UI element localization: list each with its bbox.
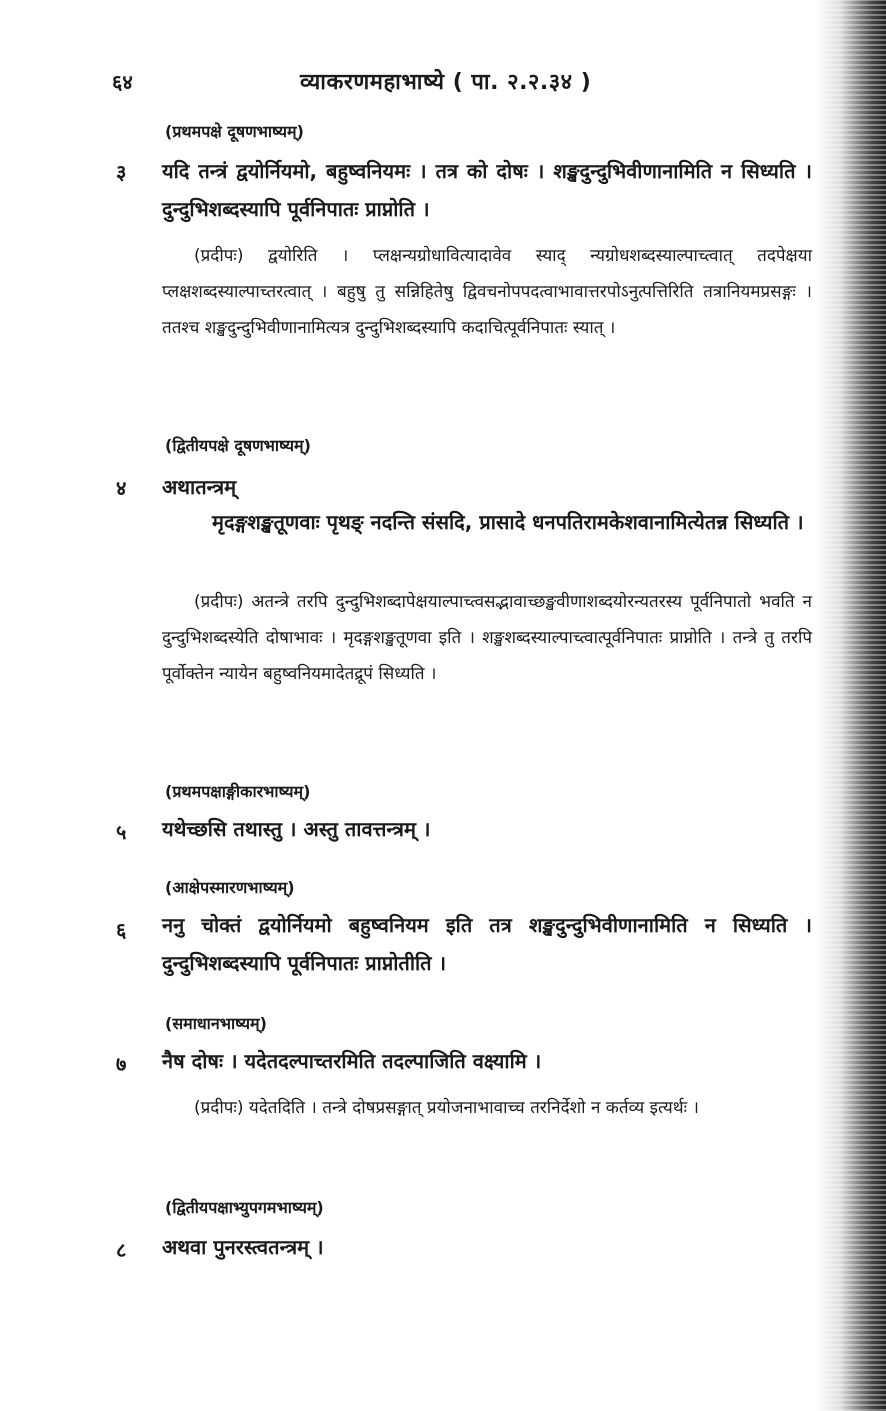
section-number: ८ <box>116 1238 127 1262</box>
bhashya-text: यदि तन्त्रं द्वयोर्नियमो, बहुष्वनियमः । तत्र को दोषः । शङ्खदुन्दुभिवीणानामिति न सिध्यति । दुन्दुभिशब्दस्यापि पूर्वनिपातः प्राप्नोति । <box>162 159 812 221</box>
pradipa-commentary: (प्रदीपः) द्वयोरिति । प्लक्षन्यग्रोधावित्यादावेव स्याद् न्यग्रोधशब्दस्याल्पाच्त्वात् तदपेक्षया प्लक्षशब्दस्याल्पाच्तरत्वात् । बहुषु तु सन्निहितेषु द्विवचनोपपदत्वाभावात्तरपोऽनुत्पत्तिरिति तत्रानियमप्रसङ्गः । ततश्च शङ्खदुन्दुभिवीणानामित्यत्र दुन्दुभिशब्दस्यापि कदाचित्पूर्वनिपातः स्यात् । <box>162 246 812 338</box>
pradipa-commentary: (प्रदीपः) अतन्त्रे तरपि दुन्दुभिशब्दापेक्षयाल्पाच्त्वसद्भावाच्छङ्खवीणाशब्दयोरन्यतरस्य पूर्वनिपातो भवति न दुन्दुभिशब्दस्येति दोषाभावः । मृदङ्गशङ्खतूणवा इति । शङ्खशब्दस्याल्पाच्त्वात्पूर्वनिपातः प्राप्नोति । तन्त्रे तु तरपि पूर्वोक्तेन न्यायेन बहुष्वनियमादेतद्रूपं सिध्यति । <box>162 592 812 684</box>
section-number: ७ <box>116 1052 127 1076</box>
section-number: ६ <box>116 918 127 942</box>
section-number: ४ <box>116 476 127 500</box>
running-head: व्याकरणमहाभाष्ये ( पा. २.२.३४ ) <box>300 70 592 95</box>
bhashya-text: नैष दोषः । यदेतदल्पाच्तरमिति तदल्पाजिति वक्ष्यामि । <box>162 1049 542 1073</box>
pradipa-commentary: (प्रदीपः) यदेतदिति । तन्त्रे दोषप्रसङ्गात् प्रयोजनाभावाच्च तरनिर्देशो न कर्तव्य इत्यर्थः । <box>194 1098 699 1118</box>
verse-text: मृदङ्गशङ्खतूणवाः पृथङ् नदन्ति संसदि, प्रासादे धनपतिरामकेशवानामित्येतन्न सिध्यति । <box>212 510 804 534</box>
bhashya-text: ननु चोक्तं द्वयोर्नियमो बहुष्वनियम इति तत्र शङ्खदुन्दुभिवीणानामिति न सिध्यति । दुन्दुभिशब्दस्यापि पूर्वनिपातः प्राप्नोतीति । <box>162 913 812 975</box>
page-number: ६४ <box>112 70 133 94</box>
bhashya-text: यथेच्छसि तथास्तु । अस्तु तावत्तन्त्रम् । <box>162 817 431 841</box>
section-heading: (समाधानभाष्यम्) <box>165 1014 267 1033</box>
section-number: ३ <box>116 160 127 184</box>
section-heading: (द्वितीयपक्षे दूषणभाष्यम्) <box>165 436 311 455</box>
bhashya-text: अथवा पुनरस्त्वतन्त्रम् । <box>162 1235 324 1259</box>
section-heading: (प्रथमपक्षाङ्गीकारभाष्यम्) <box>165 782 311 801</box>
section-heading: (आक्षेपस्मारणभाष्यम्) <box>165 878 295 897</box>
section-heading: (प्रथमपक्षे दूषणभाष्यम्) <box>165 122 304 141</box>
bhashya-text: अथातन्त्रम् <box>162 475 237 499</box>
section-number: ५ <box>116 820 127 844</box>
section-heading: (द्वितीयपक्षाभ्युपगमभाष्यम्) <box>165 1198 324 1217</box>
book-spine-shadow <box>816 0 886 1411</box>
